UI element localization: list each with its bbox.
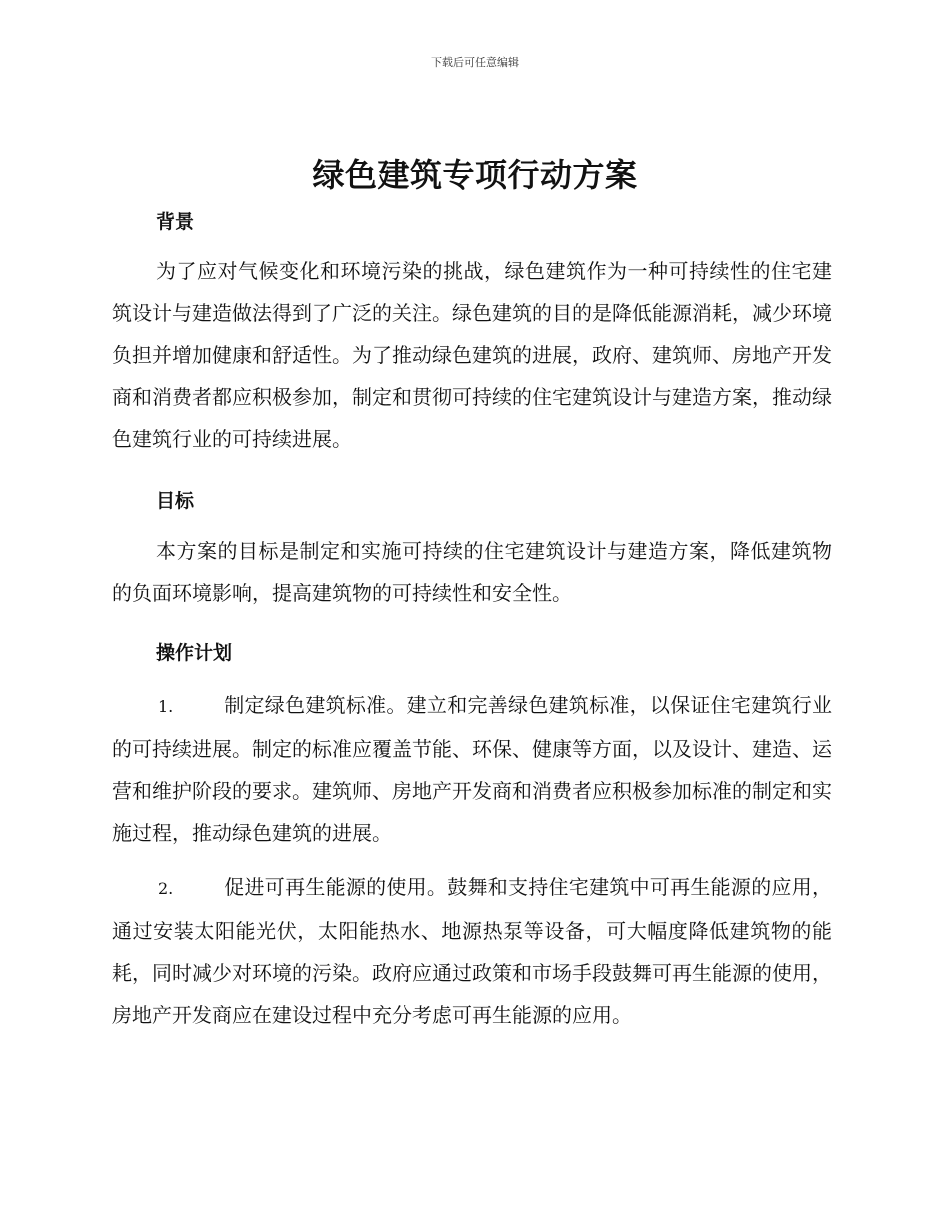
list-item-number: 2.	[158, 879, 174, 898]
plan-list-item	[112, 866, 832, 1036]
section-paragraph-background: 为了应对气候变化和环境污染的挑战，绿色建筑作为一种可持续性的住宅建筑设计与建造做法得到了广泛的关注。绿色建筑的目的是降低能源消耗，减少环境负担并增加健康和舒适性。为了推动绿色建筑的进展，政府、建筑师、房地产开发商和消费者都应积极参加，制定和贯彻可持续的住宅建筑设计与建造方案，推动绿色建筑行业的可持续进展。	[112, 259, 832, 451]
list-item-number: 1.	[158, 697, 174, 716]
plan-list-item	[112, 684, 832, 854]
list-item-text: 促进可再生能源的使用。鼓舞和支持住宅建筑中可再生能源的应用，通过安装太阳能光伏，太阳能热水、地源热泵等设备，可大幅度降低建筑物的能耗，同时减少对环境的污染。政府应通过政策和市场手段鼓舞可再生能源的使用，房地产开发商应在建设过程中充分考虑可再生能源的应用。	[112, 875, 832, 1027]
section-heading-background: 背景	[156, 211, 195, 233]
page-header-note: 下载后可任意编辑	[431, 56, 519, 69]
document-title: 绿色建筑专项行动方案	[312, 156, 638, 194]
section-heading-goal: 目标	[156, 490, 195, 512]
section-paragraph-goal: 本方案的目标是制定和实施可持续的住宅建筑设计与建造方案，降低建筑物的负面环境影响，提高建筑物的可持续性和安全性。	[112, 539, 832, 605]
list-item-text: 制定绿色建筑标准。建立和完善绿色建筑标准，以保证住宅建筑行业的可持续进展。制定的标准应覆盖节能、环保、健康等方面，以及设计、建造、运营和维护阶段的要求。建筑师、房地产开发商和消费者应积极参加标准的制定和实施过程，推动绿色建筑的进展。	[112, 693, 832, 845]
section-heading-plan: 操作计划	[156, 642, 233, 664]
